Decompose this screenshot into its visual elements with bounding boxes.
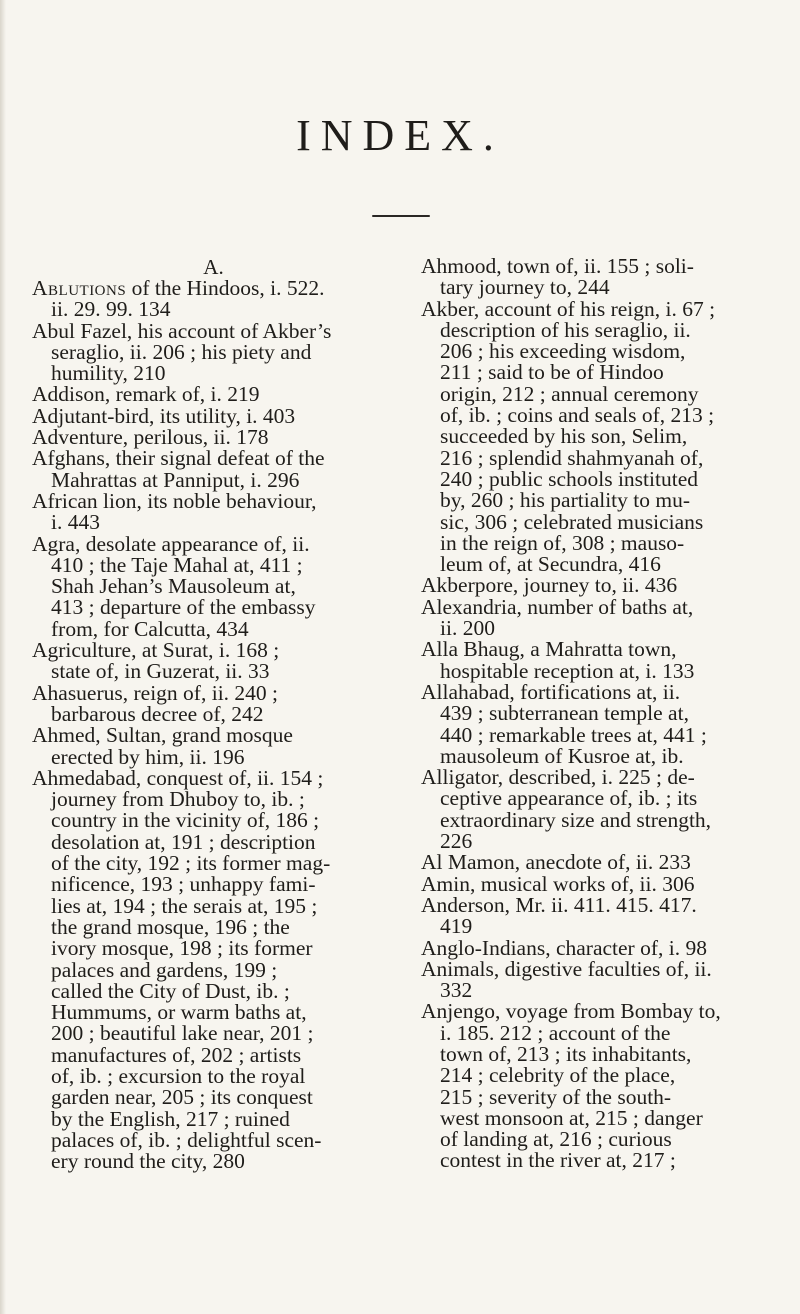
index-entry: Ahmood, town of, ii. 155 ; soli- tary journey to, 244 — [421, 254, 694, 300]
index-entry: Adjutant-bird, its utility, i. 403 — [32, 403, 296, 428]
index-entry: Addison, remark of, i. 219 — [32, 382, 260, 407]
index-entry: Anderson, Mr. ii. 411. 415. 417. 419 — [421, 892, 697, 939]
index-entry: Afghans, their signal defeat of the Mahrattas at Panniput, i. 296 — [32, 446, 325, 492]
index-entry: Al Mamon, anecdote of, ii. 233 — [421, 850, 691, 875]
index-entry: Agriculture, at Surat, i. 168 ; state of, in Guzerat, ii. 33 — [32, 638, 280, 684]
index-entry: Alexandria, number of baths at, ii. 200 — [421, 594, 694, 641]
index-entry: African lion, its noble behaviour, i. 443 — [32, 488, 317, 535]
index-entry: Alligator, described, i. 225 ; de- ceptive appearance of, ib. ; its extraordinary size and strength, 226 — [421, 765, 712, 854]
index-entry: Akberpore, journey to, ii. 436 — [421, 573, 678, 598]
index-entry — [32, 278, 380, 321]
entry-text: of the Hindoos, i. 522. ii. 29. 99. 134 — [51, 276, 325, 322]
index-entry: Ahmed, Sultan, grand mosque erected by him, ii. 196 — [32, 723, 293, 769]
index-column-left — [32, 256, 380, 1172]
index-entry: Amin, musical works of, ii. 306 — [421, 871, 695, 896]
index-entry: Anglo-Indians, character of, i. 98 — [421, 935, 707, 960]
index-entry: Ahasuerus, reign of, ii. 240 ; barbarous decree of, 242 — [32, 680, 279, 726]
index-entry: Akber, account of his reign, i. 67 ; description of his seraglio, ii. 206 ; his exceeding wisdom, 211 ; said to be of Hindoo origin, 212 ; annual ceremony of, ib. ; coins and seals of, 213 ; succeeded by his son, Selim, 216 ; splendid shahmyanah of, 240 ; public schools instituted by, 260 ; his partiality to mu- sic, 306 ; celebrated musicians in the reign of, 308 ; mauso- leum of, at Secundra, 416 — [421, 296, 716, 577]
page-edge — [0, 0, 6, 1314]
index-entry: Anjengo, voyage from Bombay to, i. 185. 212 ; account of the town of, 213 ; its inhabitants, 214 ; celebrity of the place, 215 ; severity of the south- west monsoon at, 215 ; danger of landing at, 216 ; curious contest in the river at, 217 ; — [421, 999, 721, 1173]
index-entry: Abul Fazel, his account of Akber’s seraglio, ii. 206 ; his piety and humility, 210 — [32, 318, 332, 386]
index-entry: Allahabad, fortifications at, ii. 439 ; subterranean temple at, 440 ; remarkable trees at, 441 ; mausoleum of Kusroe at, ib. — [421, 679, 707, 768]
index-entry: Alla Bhaug, a Mahratta town, hospitable reception at, i. 133 — [421, 637, 695, 683]
index-entry: Adventure, perilous, ii. 178 — [32, 425, 269, 450]
index-entry: Ahmedabad, conquest of, ii. 154 ; journey from Dhuboy to, ib. ; country in the vicinity of, 186 ; desolation at, 191 ; description of the city, 192 ; its former mag- nificence, 193 ; unhappy fami- lies at, 194 ; the serais at, 195 ; the grand mosque, 196 ; the ivory mosque, 198 ; its former palaces and gardens, 199 ; called the City of Dust, ib. ; Hummums, or warm baths at, 200 ; beautiful lake near, 201 ; manufactures of, 202 ; artists of, ib. ; excursion to the royal garden near, 205 ; its conquest by the English, 217 ; ruined palaces of, ib. ; delightful scen- ery round the city, 280 — [32, 765, 331, 1174]
section-letter: A. — [203, 255, 224, 279]
index-column-right — [421, 256, 769, 1172]
page-title: INDEX. — [296, 111, 504, 160]
index-entry: Agra, desolate appearance of, ii. 410 ; the Taje Mahal at, 411 ; Shah Jehan’s Mausoleum at, 413 ; departure of the embassy from, for Calcutta, 434 — [32, 531, 316, 641]
entry-head: Ablutions — [32, 276, 127, 300]
title-rule — [372, 215, 430, 217]
index-entry: Animals, digestive faculties of, ii. 332 — [421, 956, 712, 1003]
